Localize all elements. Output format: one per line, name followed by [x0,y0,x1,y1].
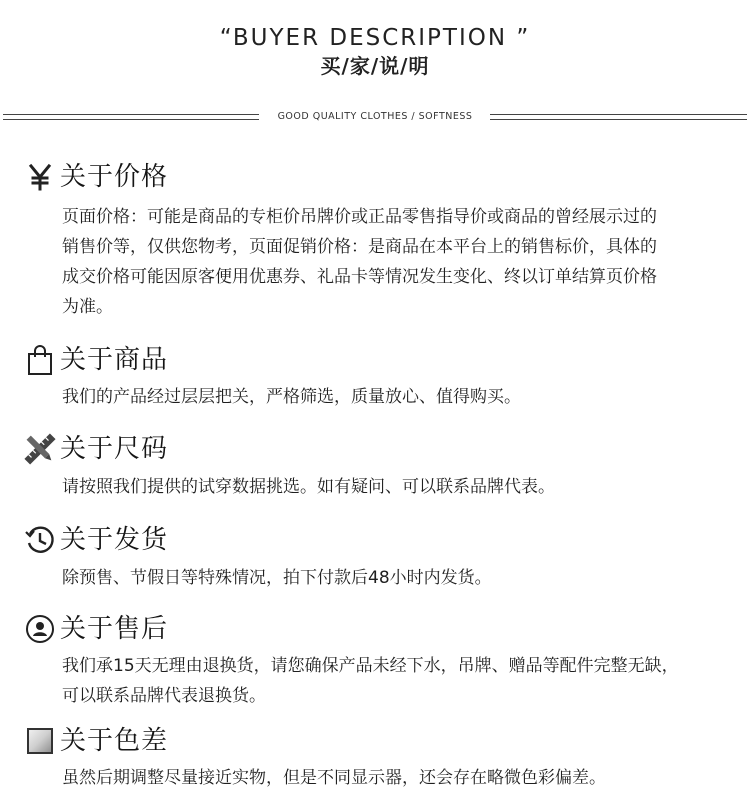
body-line: 我们的产品经过层层把关，严格筛选，质量放心、值得购买。 [62,387,521,407]
body-line: 请按照我们提供的试穿数据挑选。如有疑问、可以联系品牌代表。 [62,477,555,497]
section-title: 关于发货 [60,525,169,555]
section-title: 关于价格 [60,162,169,192]
divider-line-right [490,114,747,120]
yen-icon [24,160,56,194]
body-line: 为准。 [62,297,113,317]
title-english: “BUYER DESCRIPTION ” [219,25,531,51]
section-body [62,563,722,593]
body-line: 我们承15天无理由退换货，请您确保产品未经下水，吊牌、赠品等配件完整无缺， [62,656,679,676]
section-body [62,202,722,322]
section-body [62,763,722,793]
tagline: GOOD QUALITY CLOTHES / SOFTNESS [277,111,473,122]
clock-icon [24,523,56,557]
body-line: 销售价等，仅供您物考，页面促销价格：是商品在本平台上的销售标价，具体的 [62,237,657,257]
shopping-bag-icon [24,343,56,377]
title-chinese: 买/家/说/明 [320,54,430,78]
ruler-pencil-icon [24,432,56,466]
body-line: 可以联系品牌代表退换货。 [62,686,266,706]
customer-service-icon [24,612,56,646]
section-title: 关于售后 [60,614,169,644]
body-line: 页面价格：可能是商品的专柜价吊牌价或正品零售指导价或商品的曾经展示过的 [62,207,657,227]
section-title: 关于商品 [60,345,169,375]
divider-line-left [3,114,259,120]
section-body [62,382,722,412]
header-divider [0,110,750,124]
section-title: 关于色差 [60,726,169,756]
body-line: 除预售、节假日等特殊情况，拍下付款后48小时内发货。 [62,568,492,588]
section-body [62,651,722,711]
section-body [62,472,722,502]
color-swatch-icon [24,724,56,758]
body-line: 虽然后期调整尽量接近实物，但是不同显示器，还会存在略微色彩偏差。 [62,768,606,788]
section-title: 关于尺码 [60,434,169,464]
body-line: 成交价格可能因原客便用优惠券、礼品卡等情况发生变化、终以订单结算页价格 [62,267,657,287]
